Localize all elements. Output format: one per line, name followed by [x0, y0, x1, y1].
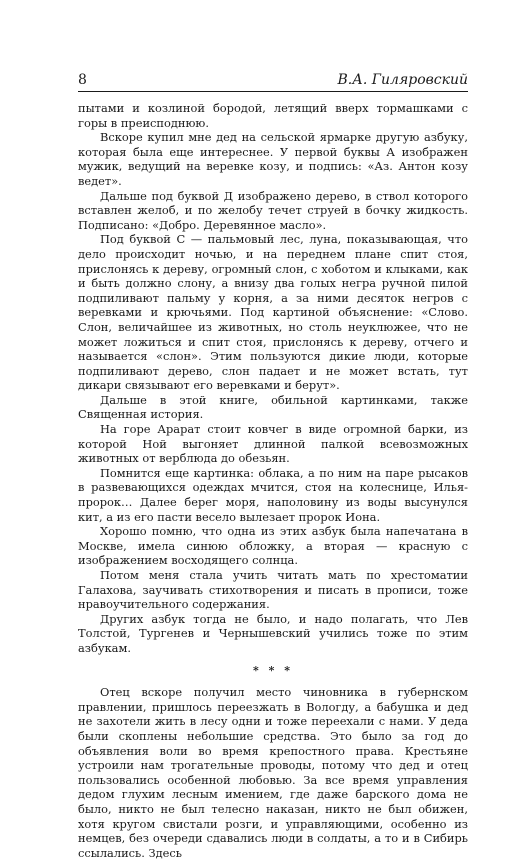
- paragraph: Дальше под буквой Д изображено дерево, в ствол которого вставлен желоб, и по желобу течет струей в бочку жидкость. Подписано: «Добро. Деревянное масло».: [78, 188, 468, 232]
- paragraph: На горе Арарат стоит ковчег в виде огромной барки, из которой Ной выгоняет длинной палкой всевозможных животных от верблюда до обезьян.: [78, 422, 468, 466]
- paragraph: Под буквой С — пальмовый лес, луна, показывающая, что дело происходит ночью, и на переднем плане спит стоя, прислонясь к дереву, огромный слон, с хоботом и клыками, как и быть должно слону, а внизу два голых негра ручной пилой подпиливают пальму у корня, а за ними десяток негров с веревками и крючьями. Под картиной объяснение: «Слово. Слон, величайшее из животных, но столь неуклюжее, что не может ложиться и спит стоя, прислонясь к дереву, отчего и называется «слон». Этим пользуются дикие люди, которые подпиливают дерево, слон падает и не может встать, тут дикари связывают его веревками и берут».: [78, 232, 468, 393]
- paragraph: Вскоре купил мне дед на сельской ярмарке другую азбуку, которая была еще интереснее. У первой буквы А изображен мужик, ведущий на веревке козу, и подпись: «Аз. Антон козу ведет».: [78, 130, 468, 188]
- running-title: В.А. Гиляровский: [337, 72, 468, 88]
- paragraph: пытами и козлиной бородой, летящий вверх тормашками с горы в преисподнюю.: [78, 101, 468, 130]
- page-header: [78, 66, 468, 92]
- paragraph: Потом меня стала учить читать мать по хрестоматии Галахова, заучивать стихотворения и писать в прописи, тоже нравоучительного содержания.: [78, 568, 468, 612]
- page-number: 8: [78, 72, 87, 88]
- paragraph: Отец вскоре получил место чиновника в губернском правлении, пришлось переезжать в Вологду, а бабушка и дед не захотели жить в лесу одни и тоже переехали с нами. У деда были скоплены небольшие средства. Это было за год до объявления воли во время крепостного права. Крестьяне устроили нам трогательные проводы, потому что дед и отец пользовались особенной любовью. За все время управления дедом глухим лесным имением, где даже барского дома не было, никто не был телесно наказан, никто не был обижен, хотя кругом свистали розги, и управляющими, особенно из немцев, без очереди сдавались люди в солдаты, а то и в Сибирь ссылались. Здесь: [78, 685, 468, 860]
- paragraph: Хорошо помню, что одна из этих азбук была напечатана в Москве, имела синюю обложку, а вторая — красную с изображением восходящего солнца.: [78, 524, 468, 568]
- paragraph: Дальше в этой книге, обильной картинками, также Священная история.: [78, 392, 468, 422]
- paragraph: Других азбук тогда не было, и надо полагать, что Лев Толстой, Тургенев и Чернышевский учились тоже по этим азбукам.: [78, 611, 468, 655]
- page-body: [78, 101, 468, 860]
- section-divider: * * *: [253, 663, 293, 677]
- paragraph: Помнится еще картинка: облака, а по ним на паре рысаков в развевающихся одеждах мчится, стоя на колеснице, Илья-пророк… Далее берег моря, наполовину из воды высунулся кит, а из его пасти весело вылезает пророк Иона.: [78, 465, 468, 524]
